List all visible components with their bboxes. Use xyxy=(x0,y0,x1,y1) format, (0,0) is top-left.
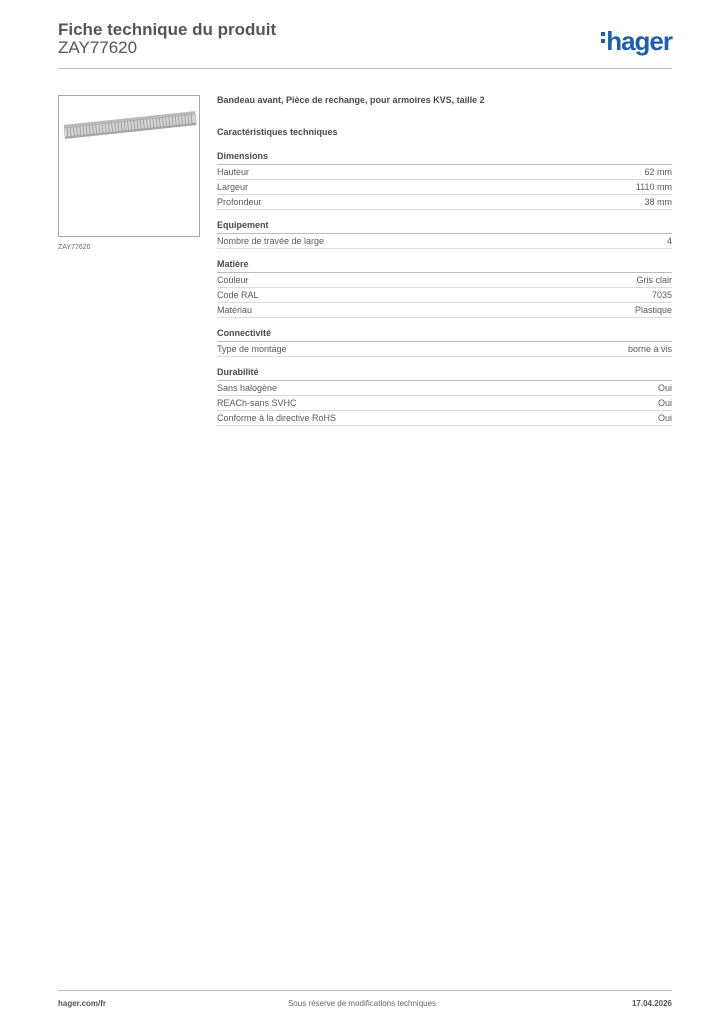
row-value: Oui xyxy=(657,413,672,423)
row-label: Code RAL xyxy=(217,290,259,300)
section-title: Matière xyxy=(217,259,672,273)
row-label: Couleur xyxy=(217,275,249,285)
section-durabilite xyxy=(217,367,672,426)
section-matiere xyxy=(217,259,672,318)
section-connectivite xyxy=(217,328,672,357)
row-value: Oui xyxy=(657,398,672,408)
table-row xyxy=(217,396,672,411)
table-row xyxy=(217,303,672,318)
table-row xyxy=(217,288,672,303)
row-value: 62 mm xyxy=(644,167,672,177)
product-image xyxy=(58,95,200,237)
section-title: Equipement xyxy=(217,220,672,234)
section-title: Dimensions xyxy=(217,151,672,165)
row-value: Plastique xyxy=(634,305,672,315)
row-value: 7035 xyxy=(651,290,672,300)
table-row xyxy=(217,342,672,357)
product-description: Bandeau avant, Pièce de rechange, pour armoires KVS, taille 2 xyxy=(217,95,485,105)
section-dimensions xyxy=(217,151,672,210)
row-value: Oui xyxy=(657,383,672,393)
row-value: 1110 mm xyxy=(635,182,672,192)
table-row xyxy=(217,381,672,396)
header-divider xyxy=(58,68,672,69)
footer-notice: Sous réserve de modifications techniques xyxy=(287,999,437,1008)
footer-divider xyxy=(58,990,672,991)
page-title: Fiche technique du produit xyxy=(58,20,277,39)
table-row xyxy=(217,165,672,180)
table-row xyxy=(217,180,672,195)
row-label: Largeur xyxy=(217,182,249,192)
section-title: Connectivité xyxy=(217,328,672,342)
row-value: Gris clair xyxy=(636,275,672,285)
table-row xyxy=(217,273,672,288)
row-label: Profondeur xyxy=(217,197,262,207)
table-row xyxy=(217,195,672,210)
table-row xyxy=(217,411,672,426)
row-label: Sans halogène xyxy=(217,383,278,393)
row-label: Hauteur xyxy=(217,167,250,177)
row-value: 38 mm xyxy=(644,197,672,207)
section-equipement xyxy=(217,220,672,249)
row-label: Nombre de travée de large xyxy=(217,236,325,246)
product-reference: ZAY77620 xyxy=(58,38,138,57)
logo-colon-mark xyxy=(601,32,605,46)
image-caption: ZAY77620 xyxy=(58,244,91,251)
row-value: borne à vis xyxy=(627,344,672,354)
section-title: Durabilité xyxy=(217,367,672,381)
row-label: Matériau xyxy=(217,305,253,315)
logo-text: hager xyxy=(606,26,672,56)
row-label: Conforme à la directive RoHS xyxy=(217,413,337,423)
footer-website: hager.com/fr xyxy=(58,999,107,1008)
front-panel-strip-image xyxy=(59,96,201,238)
characteristics-sections xyxy=(217,151,672,426)
footer-date: 17.04.2026 xyxy=(631,999,672,1008)
row-label: REACh-sans SVHC xyxy=(217,398,297,408)
table-row xyxy=(217,234,672,249)
hager-logo xyxy=(601,26,672,57)
tech-characteristics-title: Caractéristiques techniques xyxy=(217,127,338,137)
product-details xyxy=(217,95,672,426)
row-value: 4 xyxy=(666,236,672,246)
row-label: Type de montage xyxy=(217,344,287,354)
